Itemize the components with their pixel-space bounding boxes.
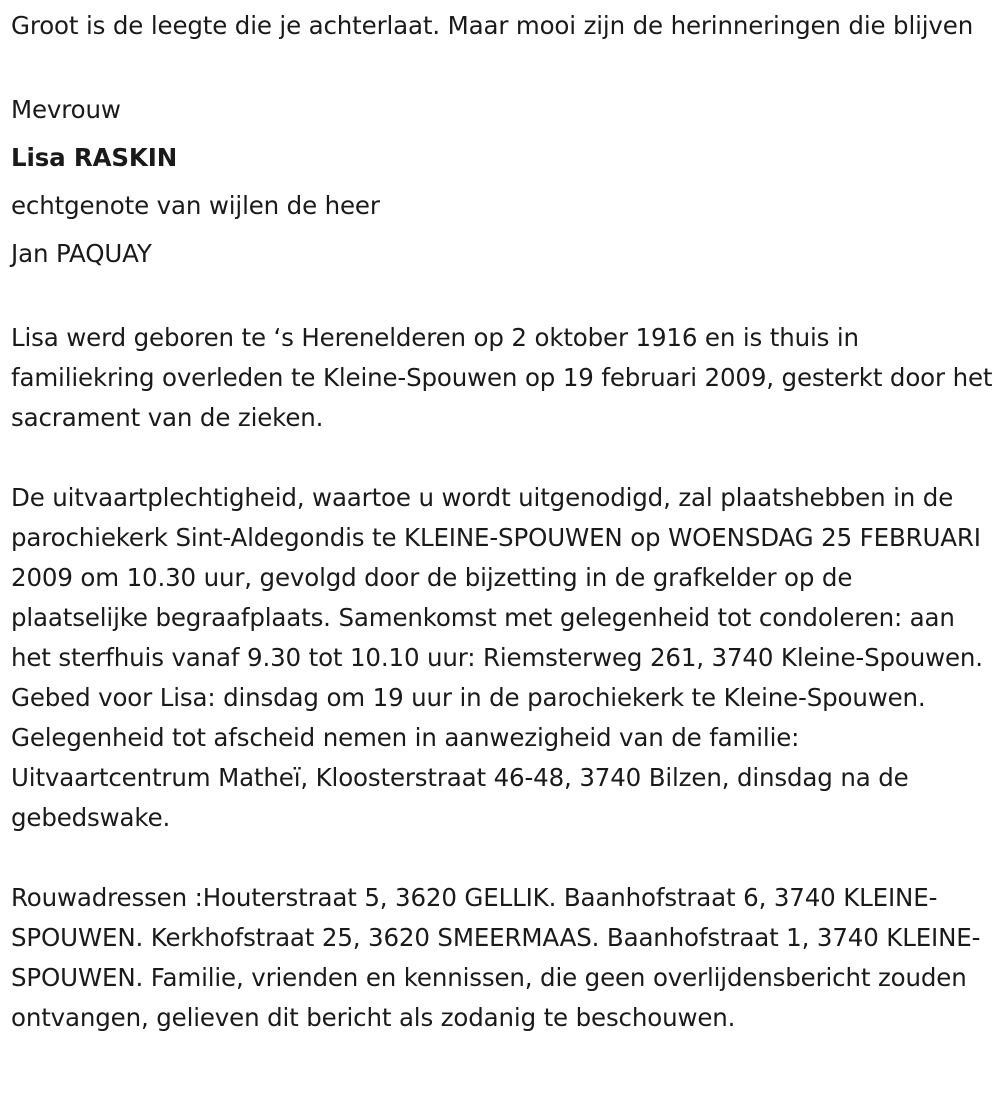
birth-death-paragraph: Lisa werd geboren te ‘s Herenelderen op 2 oktober 1916 en is thuis in familiekring overleden te Kleine-Spouwen op 19 februari 2009, gesterkt door het sacrament van de zieken. — [11, 323, 993, 432]
motto: Groot is de leegte die je achterlaat. Maar mooi zijn de herinneringen die blijven — [11, 11, 974, 40]
deceased-name: Lisa RASKIN — [11, 143, 178, 172]
addresses-paragraph: Rouwadressen :Houterstraat 5, 3620 GELLIK. Baanhofstraat 6, 3740 KLEINE-SPOUWEN. Kerkhofstraat 25, 3620 SMEERMAAS. Baanhofstraat 1, 3740 KLEINE-SPOUWEN. Familie, vrienden en kennissen, die geen overlijdensbericht zouden ontvangen, gelieven dit bericht als zodanig te beschouwen. — [11, 883, 981, 1032]
relation-text: echtgenote van wijlen de heer — [11, 191, 380, 220]
ceremony-paragraph: De uitvaartplechtigheid, waartoe u wordt uitgenodigd, zal plaatshebben in de parochiekerk Sint-Aldegondis te KLEINE-SPOUWEN op WOENSDAG 25 FEBRUARI 2009 om 10.30 uur, gevolgd door de bijzetting in de grafkelder op de plaatselijke begraafplaats. Samenkomst met gelegenheid tot condoleren: aan het sterfhuis vanaf 9.30 tot 10.10 uur: Riemsterweg 261, 3740 Kleine-Spouwen. Gebed voor Lisa: dinsdag om 19 uur in de parochiekerk te Kleine-Spouwen. Gelegenheid tot afscheid nemen in aanwezigheid van de familie: Uitvaartcentrum Matheï, Kloosterstraat 46-48, 3740 Bilzen, dinsdag na de gebedswake. — [11, 483, 983, 832]
obituary-notice — [11, 6, 993, 1038]
salutation: Mevrouw — [11, 95, 121, 124]
spouse-name: Jan PAQUAY — [11, 239, 152, 268]
